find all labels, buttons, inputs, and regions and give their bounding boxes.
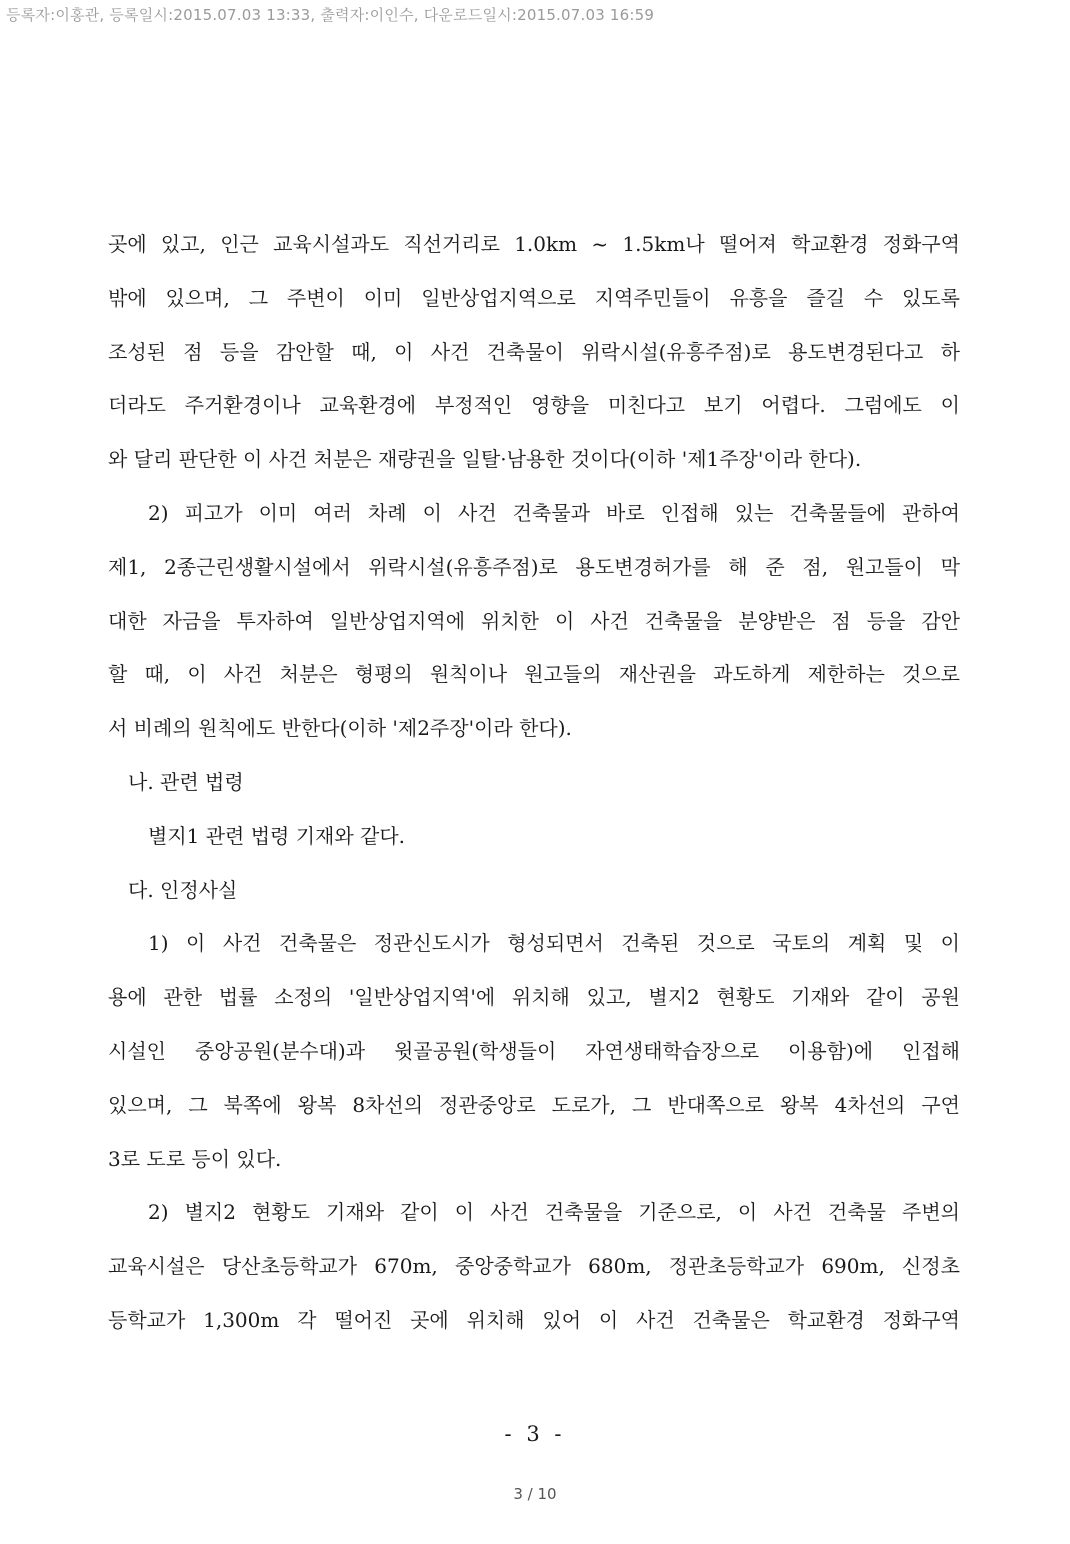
text-line: 대한 자금을 투자하여 일반상업지역에 위치한 이 사건 건축물을 분양받은 점 등을 감안 — [108, 608, 960, 633]
text-line: 있으며, 그 북쪽에 왕복 8차선의 정관중앙로 도로가, 그 반대쪽으로 왕복 4차선의 구연 — [108, 1092, 960, 1117]
text-line: 2) 피고가 이미 여러 차례 이 사건 건축물과 바로 인접해 있는 건축물들에 관하여 — [148, 500, 960, 525]
text-line: 별지1 관련 법령 기재와 같다. — [148, 823, 406, 848]
text-line: 더라도 주거환경이나 교육환경에 부정적인 영향을 미친다고 보기 어렵다. 그럼에도 이 — [108, 393, 960, 418]
document-body — [108, 218, 960, 1348]
page-count: 3 / 10 — [513, 1485, 557, 1503]
text-line: 와 달리 판단한 이 사건 처분은 재량권을 일탈·남용한 것이다(이하 '제1주장'이라 한다). — [108, 447, 862, 472]
text-line: 제1, 2종근린생활시설에서 위락시설(유흥주점)로 용도변경허가를 해 준 점, 원고들이 막 — [108, 554, 960, 579]
text-line: 조성된 점 등을 감안할 때, 이 사건 건축물이 위락시설(유흥주점)로 용도변경된다고 하 — [108, 339, 960, 364]
text-line: 곳에 있고, 인근 교육시설과도 직선거리로 1.0km ~ 1.5km나 떨어져 학교환경 정화구역 — [108, 232, 960, 256]
text-line: 시설인 중앙공원(분수대)과 윗골공원(학생들이 자연생태학습장으로 이용함)에 인접해 — [108, 1038, 960, 1063]
text-line: 용에 관한 법률 소정의 '일반상업지역'에 위치해 있고, 별지2 현황도 기재와 같이 공원 — [108, 985, 960, 1010]
text-line: 3로 도로 등이 있다. — [108, 1146, 282, 1171]
section-heading-recognized-facts: 다. 인정사실 — [128, 877, 238, 902]
text-line: 2) 별지2 현황도 기재와 같이 이 사건 건축물을 기준으로, 이 사건 건축물 주변의 — [148, 1200, 960, 1225]
page-number: - 3 - — [504, 1422, 566, 1446]
text-line: 서 비례의 원칙에도 반한다(이하 '제2주장'이라 한다). — [108, 716, 572, 741]
text-line: 1) 이 사건 건축물은 정관신도시가 형성되면서 건축된 것으로 국토의 계획 및 이 — [148, 931, 960, 956]
text-line: 할 때, 이 사건 처분은 형평의 원칙이나 원고들의 재산권을 과도하게 제한하는 것으로 — [108, 662, 960, 687]
document-meta-header: 등록자:이홍관, 등록일시:2015.07.03 13:33, 출력자:이인수, 다운로드일시:2015.07.03 16:59 — [6, 6, 655, 24]
text-line: 밖에 있으며, 그 주변이 이미 일반상업지역으로 지역주민들이 유흥을 즐길 수 있도록 — [108, 285, 960, 310]
text-line: 등학교가 1,300m 각 떨어진 곳에 위치해 있어 이 사건 건축물은 학교환경 정화구역 — [108, 1307, 960, 1332]
section-heading-related-laws: 나. 관련 법령 — [128, 769, 244, 794]
text-line: 교육시설은 당산초등학교가 670m, 중앙중학교가 680m, 정관초등학교가 690m, 신정초 — [108, 1254, 960, 1279]
